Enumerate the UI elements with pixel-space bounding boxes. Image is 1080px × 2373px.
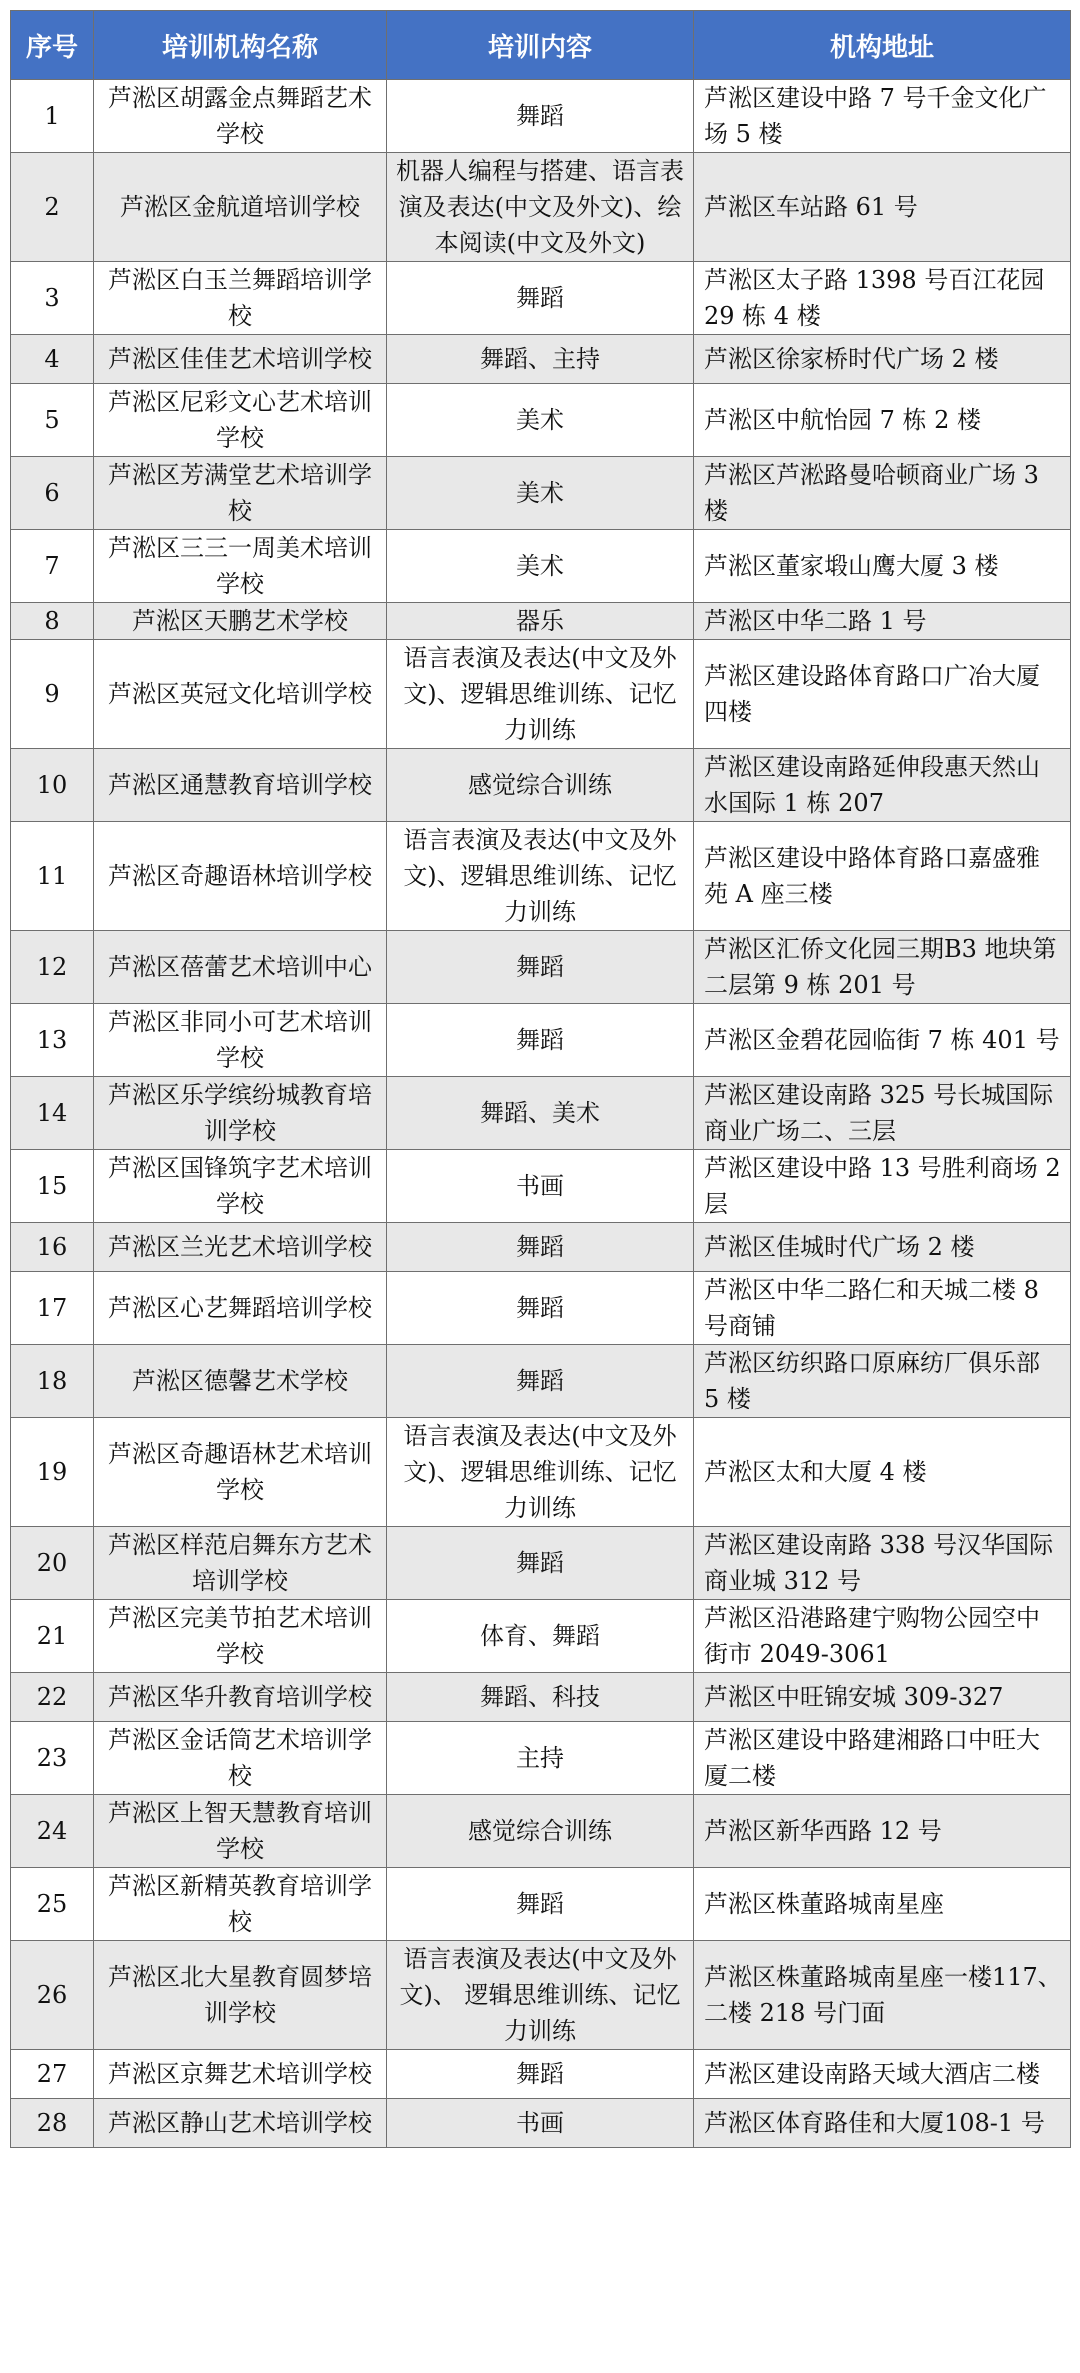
cell-address: 芦淞区中航怡园 7 栋 2 楼	[694, 384, 1071, 457]
cell-training-content: 舞蹈	[387, 2050, 694, 2099]
table-row	[11, 1004, 1071, 1077]
cell-training-content: 主持	[387, 1722, 694, 1795]
cell-index: 19	[11, 1418, 94, 1527]
cell-institution-name: 芦淞区白玉兰舞蹈培训学校	[94, 262, 387, 335]
cell-training-content: 语言表演及表达(中文及外文)、 逻辑思维训练、记忆力训练	[387, 1941, 694, 2050]
cell-index: 7	[11, 530, 94, 603]
cell-index: 2	[11, 153, 94, 262]
cell-institution-name: 芦淞区英冠文化培训学校	[94, 640, 387, 749]
cell-institution-name: 芦淞区京舞艺术培训学校	[94, 2050, 387, 2099]
table-row	[11, 603, 1071, 640]
cell-address: 芦淞区佳城时代广场 2 楼	[694, 1223, 1071, 1272]
cell-training-content: 舞蹈	[387, 1223, 694, 1272]
cell-index: 17	[11, 1272, 94, 1345]
cell-institution-name: 芦淞区非同小可艺术培训学校	[94, 1004, 387, 1077]
cell-training-content: 语言表演及表达(中文及外文)、逻辑思维训练、记忆力训练	[387, 822, 694, 931]
cell-institution-name: 芦淞区北大星教育圆梦培训学校	[94, 1941, 387, 2050]
table-row	[11, 640, 1071, 749]
table-row	[11, 1150, 1071, 1223]
cell-address: 芦淞区太子路 1398 号百江花园 29 栋 4 楼	[694, 262, 1071, 335]
cell-institution-name: 芦淞区金话筒艺术培训学校	[94, 1722, 387, 1795]
table-row	[11, 1527, 1071, 1600]
cell-training-content: 书画	[387, 2099, 694, 2148]
table-row	[11, 1673, 1071, 1722]
cell-address: 芦淞区体育路佳和大厦108-1 号	[694, 2099, 1071, 2148]
table-body	[11, 80, 1071, 2148]
cell-address: 芦淞区建设路体育路口广冶大厦四楼	[694, 640, 1071, 749]
cell-institution-name: 芦淞区奇趣语林培训学校	[94, 822, 387, 931]
cell-index: 1	[11, 80, 94, 153]
cell-address: 芦淞区董家塅山鹰大厦 3 楼	[694, 530, 1071, 603]
cell-address: 芦淞区建设中路建湘路口中旺大厦二楼	[694, 1722, 1071, 1795]
cell-address: 芦淞区建设中路 13 号胜利商场 2 层	[694, 1150, 1071, 1223]
cell-training-content: 舞蹈	[387, 1345, 694, 1418]
table-row	[11, 335, 1071, 384]
cell-index: 4	[11, 335, 94, 384]
cell-address: 芦淞区芦淞路曼哈顿商业广场 3 楼	[694, 457, 1071, 530]
header-name: 培训机构名称	[94, 11, 387, 80]
cell-training-content: 美术	[387, 457, 694, 530]
cell-institution-name: 芦淞区完美节拍艺术培训学校	[94, 1600, 387, 1673]
cell-index: 20	[11, 1527, 94, 1600]
cell-index: 28	[11, 2099, 94, 2148]
cell-institution-name: 芦淞区兰光艺术培训学校	[94, 1223, 387, 1272]
cell-address: 芦淞区沿港路建宁购物公园空中街市 2049-3061	[694, 1600, 1071, 1673]
header-row	[11, 11, 1071, 80]
cell-address: 芦淞区建设南路 338 号汉华国际商业城 312 号	[694, 1527, 1071, 1600]
cell-index: 10	[11, 749, 94, 822]
table-row	[11, 1345, 1071, 1418]
cell-training-content: 器乐	[387, 603, 694, 640]
cell-institution-name: 芦淞区三三一周美术培训学校	[94, 530, 387, 603]
cell-index: 15	[11, 1150, 94, 1223]
cell-institution-name: 芦淞区乐学缤纷城教育培训学校	[94, 1077, 387, 1150]
cell-address: 芦淞区建设南路 325 号长城国际商业广场二、三层	[694, 1077, 1071, 1150]
cell-index: 18	[11, 1345, 94, 1418]
cell-training-content: 舞蹈	[387, 80, 694, 153]
table-row	[11, 80, 1071, 153]
cell-address: 芦淞区新华西路 12 号	[694, 1795, 1071, 1868]
cell-index: 25	[11, 1868, 94, 1941]
cell-training-content: 舞蹈	[387, 931, 694, 1004]
cell-training-content: 机器人编程与搭建、语言表演及表达(中文及外文)、绘本阅读(中文及外文)	[387, 153, 694, 262]
cell-address: 芦淞区建设南路延伸段惠天然山水国际 1 栋 207	[694, 749, 1071, 822]
table-row	[11, 153, 1071, 262]
cell-training-content: 舞蹈、主持	[387, 335, 694, 384]
cell-institution-name: 芦淞区德馨艺术学校	[94, 1345, 387, 1418]
cell-training-content: 舞蹈	[387, 1868, 694, 1941]
table-row	[11, 530, 1071, 603]
cell-institution-name: 芦淞区金航道培训学校	[94, 153, 387, 262]
cell-institution-name: 芦淞区胡露金点舞蹈艺术学校	[94, 80, 387, 153]
cell-address: 芦淞区建设中路体育路口嘉盛雅苑 A 座三楼	[694, 822, 1071, 931]
table-row	[11, 1600, 1071, 1673]
cell-address: 芦淞区汇侨文化园三期B3 地块第二层第 9 栋 201 号	[694, 931, 1071, 1004]
table-row	[11, 1272, 1071, 1345]
table-row	[11, 2099, 1071, 2148]
cell-address: 芦淞区纺织路口原麻纺厂俱乐部 5 楼	[694, 1345, 1071, 1418]
cell-institution-name: 芦淞区天鹏艺术学校	[94, 603, 387, 640]
table-row	[11, 1077, 1071, 1150]
cell-institution-name: 芦淞区芳满堂艺术培训学校	[94, 457, 387, 530]
header-content: 培训内容	[387, 11, 694, 80]
cell-training-content: 舞蹈、美术	[387, 1077, 694, 1150]
cell-training-content: 美术	[387, 384, 694, 457]
header-address: 机构地址	[694, 11, 1071, 80]
cell-training-content: 舞蹈	[387, 1272, 694, 1345]
cell-institution-name: 芦淞区奇趣语林艺术培训学校	[94, 1418, 387, 1527]
cell-index: 14	[11, 1077, 94, 1150]
training-institutions-table	[10, 10, 1071, 2148]
table-row	[11, 2050, 1071, 2099]
cell-index: 6	[11, 457, 94, 530]
cell-institution-name: 芦淞区心艺舞蹈培训学校	[94, 1272, 387, 1345]
cell-index: 16	[11, 1223, 94, 1272]
cell-training-content: 感觉综合训练	[387, 749, 694, 822]
cell-index: 27	[11, 2050, 94, 2099]
table-row	[11, 749, 1071, 822]
cell-index: 22	[11, 1673, 94, 1722]
cell-index: 21	[11, 1600, 94, 1673]
cell-training-content: 体育、舞蹈	[387, 1600, 694, 1673]
cell-index: 9	[11, 640, 94, 749]
cell-index: 5	[11, 384, 94, 457]
table-row	[11, 1418, 1071, 1527]
cell-institution-name: 芦淞区新精英教育培训学校	[94, 1868, 387, 1941]
cell-address: 芦淞区车站路 61 号	[694, 153, 1071, 262]
cell-index: 12	[11, 931, 94, 1004]
cell-training-content: 语言表演及表达(中文及外文)、逻辑思维训练、记忆力训练	[387, 1418, 694, 1527]
cell-index: 26	[11, 1941, 94, 2050]
cell-institution-name: 芦淞区上智天慧教育培训学校	[94, 1795, 387, 1868]
table-row	[11, 931, 1071, 1004]
cell-institution-name: 芦淞区通慧教育培训学校	[94, 749, 387, 822]
cell-address: 芦淞区徐家桥时代广场 2 楼	[694, 335, 1071, 384]
cell-institution-name: 芦淞区蓓蕾艺术培训中心	[94, 931, 387, 1004]
cell-training-content: 舞蹈、科技	[387, 1673, 694, 1722]
cell-index: 13	[11, 1004, 94, 1077]
cell-institution-name: 芦淞区国锋筑字艺术培训学校	[94, 1150, 387, 1223]
cell-address: 芦淞区中华二路 1 号	[694, 603, 1071, 640]
cell-training-content: 舞蹈	[387, 1004, 694, 1077]
table-row	[11, 457, 1071, 530]
table-row	[11, 262, 1071, 335]
cell-index: 24	[11, 1795, 94, 1868]
cell-training-content: 语言表演及表达(中文及外文)、逻辑思维训练、记忆力训练	[387, 640, 694, 749]
header-index: 序号	[11, 11, 94, 80]
table-row	[11, 822, 1071, 931]
table-row	[11, 1223, 1071, 1272]
cell-address: 芦淞区株董路城南星座	[694, 1868, 1071, 1941]
cell-institution-name: 芦淞区静山艺术培训学校	[94, 2099, 387, 2148]
table-row	[11, 1941, 1071, 2050]
cell-institution-name: 芦淞区华升教育培训学校	[94, 1673, 387, 1722]
cell-training-content: 感觉综合训练	[387, 1795, 694, 1868]
cell-training-content: 舞蹈	[387, 262, 694, 335]
cell-index: 23	[11, 1722, 94, 1795]
cell-address: 芦淞区中旺锦安城 309-327	[694, 1673, 1071, 1722]
table-row	[11, 1722, 1071, 1795]
cell-institution-name: 芦淞区尼彩文心艺术培训学校	[94, 384, 387, 457]
table-row	[11, 1795, 1071, 1868]
cell-address: 芦淞区建设中路 7 号千金文化广场 5 楼	[694, 80, 1071, 153]
table-header	[11, 11, 1071, 80]
cell-address: 芦淞区太和大厦 4 楼	[694, 1418, 1071, 1527]
table-row	[11, 1868, 1071, 1941]
table-row	[11, 384, 1071, 457]
cell-address: 芦淞区中华二路仁和天城二楼 8 号商铺	[694, 1272, 1071, 1345]
cell-address: 芦淞区金碧花园临街 7 栋 401 号	[694, 1004, 1071, 1077]
cell-index: 3	[11, 262, 94, 335]
cell-index: 8	[11, 603, 94, 640]
cell-training-content: 书画	[387, 1150, 694, 1223]
cell-training-content: 舞蹈	[387, 1527, 694, 1600]
cell-address: 芦淞区建设南路天域大酒店二楼	[694, 2050, 1071, 2099]
cell-address: 芦淞区株董路城南星座一楼117、二楼 218 号门面	[694, 1941, 1071, 2050]
cell-index: 11	[11, 822, 94, 931]
cell-institution-name: 芦淞区样范启舞东方艺术培训学校	[94, 1527, 387, 1600]
cell-institution-name: 芦淞区佳佳艺术培训学校	[94, 335, 387, 384]
cell-training-content: 美术	[387, 530, 694, 603]
